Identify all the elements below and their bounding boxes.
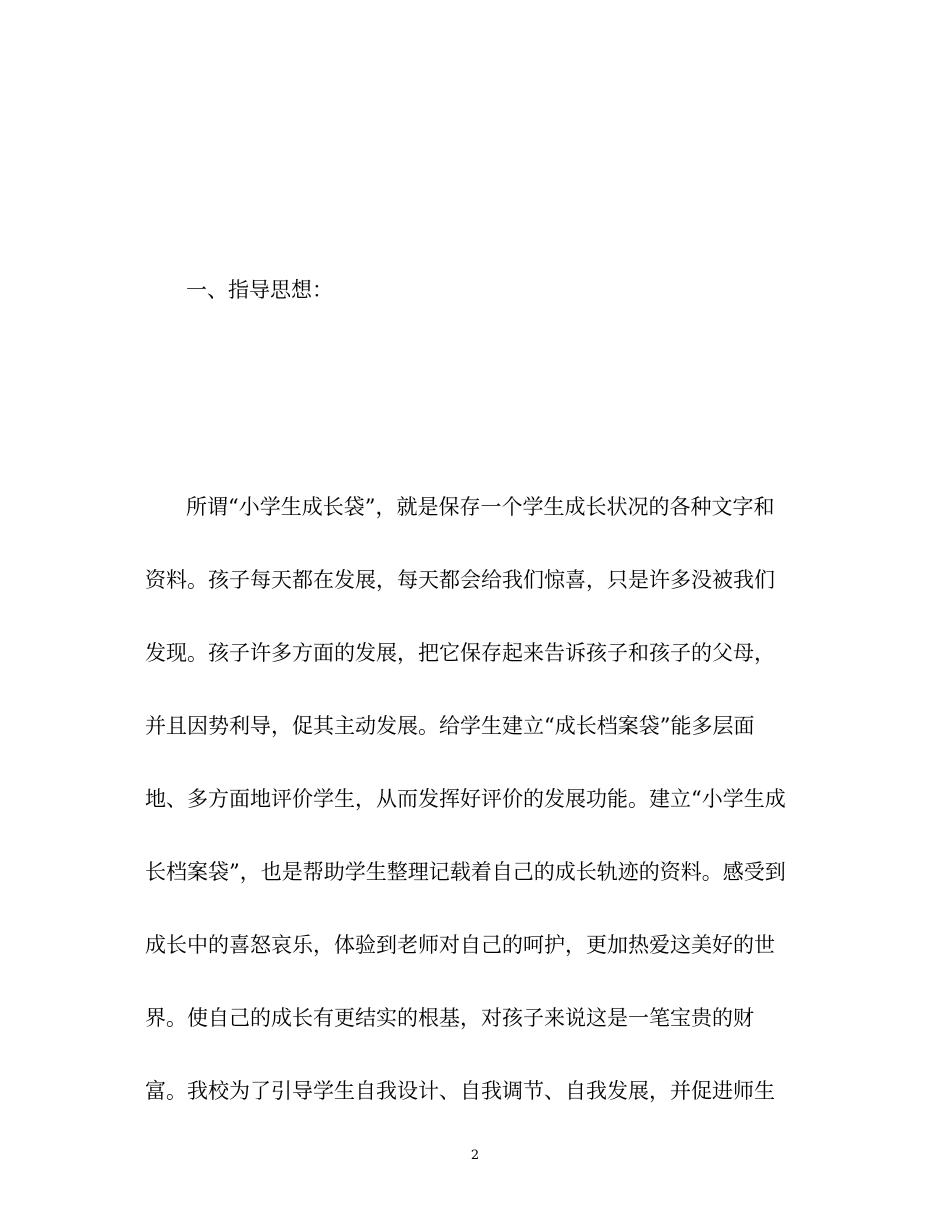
paragraph-line: 资料。孩子每天都在发展，每天都会给我们惊喜，只是许多没被我们 — [145, 568, 775, 592]
paragraph-line: 成长中的喜怒哀乐，体验到老师对自己的呵护，更加热爱这美好的世 — [145, 933, 775, 957]
paragraph-line: 并且因势利导，促其主动发展。给学生建立“成长档案袋”能多层面 — [145, 714, 755, 738]
paragraph-line: 富。我校为了引导学生自我设计、自我调节、自我发展，并促进师生 — [145, 1079, 775, 1103]
paragraph-line: 界。使自己的成长有更结实的根基，对孩子来说这是一笔宝贵的财 — [145, 1006, 754, 1030]
paragraph-line: 地、多方面地评价学生，从而发挥好评价的发展功能。建立“小学生成 — [145, 787, 786, 811]
paragraph-line: 发现。孩子许多方面的发展，把它保存起来告诉孩子和孩子的父母， — [145, 641, 775, 665]
paragraph-line: 所谓“小学生成长袋”，就是保存一个学生成长状况的各种文字和 — [186, 495, 775, 519]
section-heading: 一、指导思想： — [186, 278, 333, 302]
page-number: 2 — [470, 1148, 480, 1163]
paragraph-line: 长档案袋”，也是帮助学生整理记载着自己的成长轨迹的资料。感受到 — [145, 860, 786, 884]
